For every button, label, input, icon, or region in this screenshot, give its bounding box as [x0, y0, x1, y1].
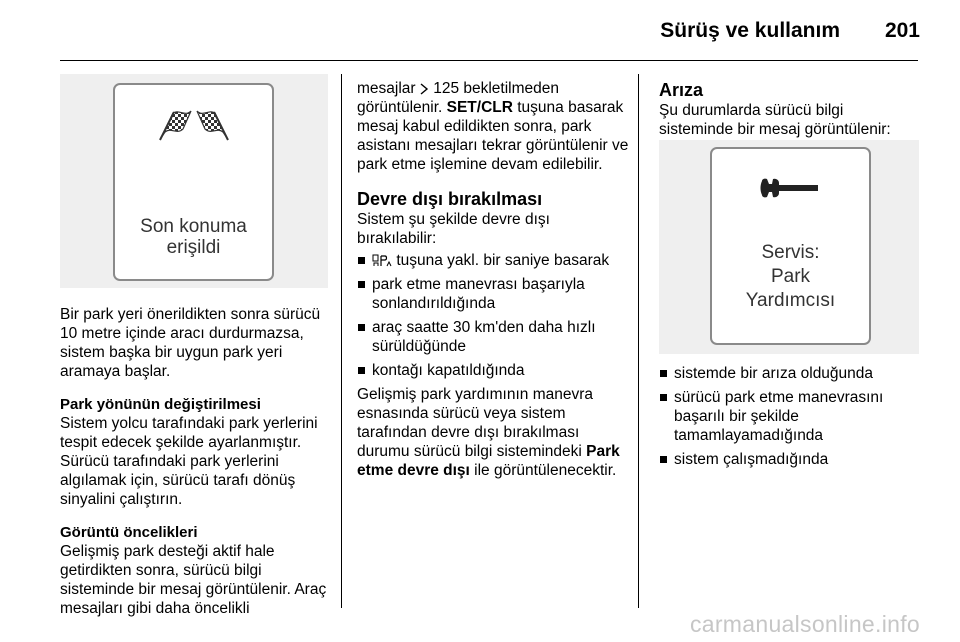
- wrench-icon: [760, 177, 820, 199]
- display-panel-destination: [113, 83, 274, 281]
- page-reference-icon: [420, 80, 433, 97]
- fault-list: [659, 364, 919, 469]
- paragraph-deactivation-message: Gelişmiş park yardımının manevra esnasında sürücü veya sistem tarafından devre dışı bırakılması durumu sürücü bilgi sistemindeki Park etme devre dışı ile görüntülenecektir.: [357, 386, 620, 479]
- display-panel-service: [710, 147, 871, 345]
- paragraph-search-new-slot: Bir park yeri önerildikten sonra sürücü 10 metre içinde aracı durdurmazsa, sistem başka bir uygun park yeri aramaya başlar.: [60, 306, 321, 380]
- list-item: kontağı kapatıldığında: [357, 361, 633, 380]
- display-text-line1: Servis:: [761, 242, 820, 263]
- list-item: tuşuna yakl. bir saniye basarak: [357, 251, 633, 270]
- park-disabled-message: Park etme devre dışı: [357, 443, 620, 479]
- heading-deactivation: Devre dışı bırakılması: [357, 189, 543, 209]
- set-clr-button-label: SET/CLR: [446, 99, 513, 116]
- park-assist-button-icon: [372, 252, 396, 269]
- middle-column: [357, 79, 633, 494]
- column-divider-right: [638, 74, 639, 608]
- checkered-flags-icon: [157, 105, 231, 141]
- paragraph-direction: Sistem yolcu tarafındaki park yerlerini tespit edecek şekilde ayarlanmıştır. Sürücü tarafındaki park yerlerini algılamak için, sürücü tarafı dönüş sinyalini çalıştırın.: [60, 415, 318, 508]
- paragraph-messages: mesajlar 125 bekletilmeden görüntülenir. SET/CLR tuşuna basarak mesaj kabul edildikten sonra, park asistanı mesajları tekrar görüntülenir ve park etme işlemine devam edilebilir.: [357, 80, 629, 173]
- right-column-bottom: [659, 364, 919, 474]
- heading-display-priority: Görüntü öncelikleri: [60, 524, 198, 541]
- left-column: [60, 305, 332, 632]
- display-text-line3: Yardımcısı: [745, 290, 836, 311]
- header-rule: [60, 60, 918, 61]
- fault-intro: Şu durumlarda sürücü bilgi sisteminde bir mesaj görüntülenir:: [659, 102, 891, 138]
- deactivation-intro: Sistem şu şekilde devre dışı bırakılabilir:: [357, 211, 550, 247]
- display-text-line1: Son konuma: [140, 216, 247, 237]
- list-item: sistemde bir arıza olduğunda: [659, 364, 919, 383]
- page-number: 201: [884, 19, 920, 42]
- heading-change-direction: Park yönünün değiştirilmesi: [60, 396, 261, 413]
- display-text-line2: Park: [770, 266, 811, 287]
- list-item: park etme manevrası başarıyla sonlandırıldığında: [357, 275, 633, 313]
- right-column-top: [659, 79, 919, 139]
- deactivation-list: [357, 251, 633, 380]
- paragraph-priority: Gelişmiş park desteği aktif hale getirdikten sonra, sürücü bilgi sisteminde bir mesaj görüntülenir. Araç mesajları gibi daha öncelikli: [60, 543, 327, 617]
- section-title: Sürüş ve kullanım: [660, 19, 840, 42]
- list-item: araç saatte 30 km'den daha hızlı sürüldüğünde: [357, 318, 633, 356]
- column-divider-left: [341, 74, 342, 608]
- display-text-line2: erişildi: [166, 237, 221, 258]
- heading-fault: Arıza: [659, 80, 704, 100]
- list-item: sürücü park etme manevrasını başarılı bir şekilde tamamlayamadığında: [659, 388, 919, 445]
- watermark: carmanualsonline.info: [689, 611, 920, 637]
- list-item: sistem çalışmadığında: [659, 450, 919, 469]
